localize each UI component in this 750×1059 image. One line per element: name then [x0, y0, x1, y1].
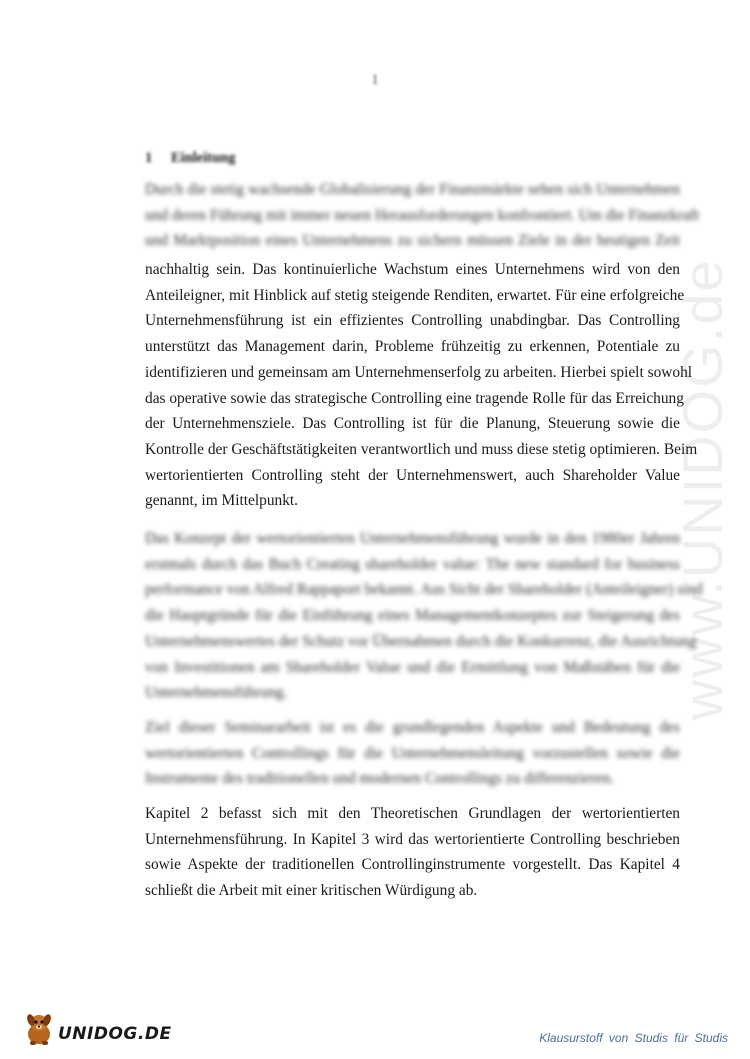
text-line: das operative sowie das strategische Controlling eine tragende Rolle für das Erreichung — [145, 389, 684, 407]
paragraph-4-clear — [145, 801, 680, 904]
text-line: erstmals durch das Buch Creating shareholder value: The new standard for business — [145, 555, 680, 573]
paragraph-2-blurred — [145, 526, 703, 706]
text-line: schließt die Arbeit mit einer kritischen Würdigung ab. — [145, 882, 478, 900]
text-line: Kontrolle der Geschäftstätigkeiten verantwortlich und muss diese stetig optimieren. Beim — [145, 440, 698, 458]
text-line: die Hauptgründe für die Einführung eines Managementkonzeptes zur Steigerung des — [145, 607, 680, 625]
text-line: Unternehmensführung. — [145, 684, 288, 702]
text-line: nachhaltig sein. Das kontinuierliche Wachstum eines Unternehmens wird von den — [145, 261, 680, 278]
text-line: Anteileigner, mit Hinblick auf stetig steigende Renditen, erwartet. Für eine erfolgreiche — [145, 286, 685, 304]
text-line: Durch die stetig wachsende Globalisierung der Finanzmärkte sehen sich Unternehmen — [145, 181, 680, 198]
text-line: von Investitionen am Shareholder Value und die Ermittlung von Maßstäben für die — [145, 658, 680, 676]
text-line: Unternehmensführung. In Kapitel 3 wird das wertorientierte Controlling beschrieben — [145, 830, 680, 848]
text-line: Das Konzept der wertorientierten Unternehmensführung wurde in den 1980er Jahren — [145, 530, 680, 547]
paragraph-3-blurred — [145, 715, 680, 792]
unidog-logo[interactable] — [22, 1010, 172, 1046]
text-line: wertorientierten Controllings für die Unternehmensleitung vorzustellen sowie die — [145, 744, 680, 762]
text-line: identifizieren und gemeinsam am Unternehmenserfolg zu arbeiten. Hierbei spielt sowohl — [145, 363, 693, 381]
text-line: und Marktposition eines Unternehmens zu sichern müssen Ziele in der heutigen Zeit — [145, 232, 680, 250]
text-line: genannt, im Mittelpunkt. — [145, 492, 299, 510]
text-line: performance von Alfred Rappaport bekannt. Aus Sicht der Shareholder (Anteileigner) sind — [145, 581, 703, 599]
text-line: unterstützt das Management darin, Probleme frühzeitig zu erkennen, Potentiale zu — [145, 338, 680, 356]
text-line: Unternehmenswertes der Schutz vor Übernahmen durch die Konkurrenz, die Ausrichtung — [145, 632, 697, 650]
dog-mascot-icon — [22, 1010, 56, 1046]
section-number: 1 — [145, 150, 153, 166]
page-number: 1 — [371, 72, 379, 88]
footer-tagline: Klausurstoff von Studis für Studis — [539, 1031, 728, 1045]
watermark: www.UNIDOG.de — [671, 258, 734, 720]
text-line: wertorientierten Controlling steht der Unternehmenswert, auch Shareholder Value — [145, 466, 680, 484]
text-line: sowie Aspekte der traditionellen Controllinginstrumente vorgestellt. Das Kapitel 4 — [145, 856, 680, 874]
text-line: und deren Führung mit immer neuen Herausforderungen konfrontiert. Um die Finanzkraft — [145, 206, 700, 224]
text-line: Unternehmensführung ist ein effizientes Controlling unabdingbar. Das Controlling — [145, 312, 680, 330]
text-line: Ziel dieser Seminararbeit ist es die grundlegenden Aspekte und Bedeutung des — [145, 719, 680, 736]
text-line: der Unternehmensziele. Das Controlling ist für die Planung, Steuerung sowie die — [145, 415, 680, 433]
logo-text: UNIDOG.DE — [58, 1024, 172, 1044]
paragraph-1-blurred — [145, 177, 700, 254]
section-heading — [145, 150, 235, 167]
text-line: Instrumente des traditionellen und modernen Controllings zu differenzieren. — [145, 770, 614, 788]
text-line: Kapitel 2 befasst sich mit den Theoretischen Grundlagen der wertorientierten — [145, 805, 680, 822]
paragraph-1-clear — [145, 257, 698, 514]
section-title: Einleitung — [171, 150, 236, 166]
